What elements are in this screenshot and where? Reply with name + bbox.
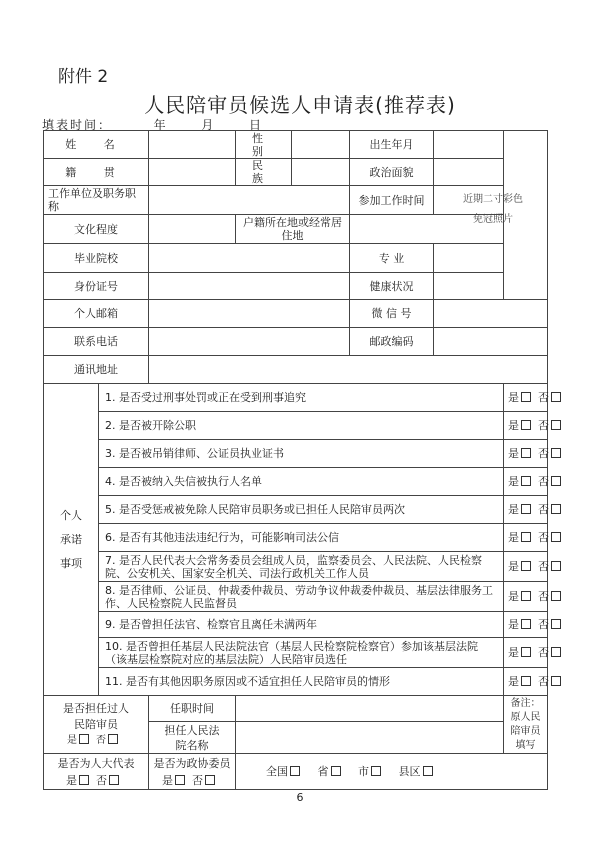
commitment-item-11: 11. 是否有其他因职务原因或不适宜担任人民陪审员的情形 — [99, 668, 504, 696]
phone-label: 联系电话 — [44, 328, 149, 356]
npc-deputy-yn[interactable] — [48, 772, 144, 789]
yn-9[interactable] — [504, 612, 548, 638]
workplace-label: 工作单位及职务职称 — [44, 186, 149, 215]
commitment-item-2: 2. 是否被开除公职 — [99, 412, 504, 440]
no-label: 否 — [538, 531, 549, 544]
education-label: 文化程度 — [44, 215, 149, 244]
cppcc-member-yn[interactable] — [153, 772, 231, 789]
yn-6[interactable] — [504, 524, 548, 552]
commitment-label — [44, 384, 99, 696]
yes-checkbox[interactable] — [79, 775, 89, 785]
yes-checkbox[interactable] — [521, 591, 531, 601]
native-place-label: 籍 贯 — [44, 159, 149, 186]
education-input[interactable] — [149, 215, 236, 244]
no-label: 否 — [538, 646, 549, 659]
form-title: 人民陪审员候选人申请表(推荐表) — [144, 93, 456, 117]
political-label: 政治面貌 — [350, 159, 434, 186]
no-label: 否 — [538, 391, 549, 404]
level-county-checkbox[interactable] — [423, 766, 433, 776]
no-label: 否 — [538, 618, 549, 631]
no-checkbox[interactable] — [108, 734, 118, 744]
no-label: 否 — [538, 560, 549, 573]
wechat-label: 微 信 号 — [350, 300, 434, 328]
no-checkbox[interactable] — [551, 448, 561, 458]
yn-8[interactable] — [504, 582, 548, 612]
level-county-label: 县区 — [398, 765, 421, 778]
email-input[interactable] — [149, 300, 350, 328]
id-card-input[interactable] — [149, 273, 350, 300]
birth-input[interactable] — [434, 131, 504, 159]
name-label: 姓 名 — [44, 131, 149, 159]
yn-4[interactable] — [504, 468, 548, 496]
no-checkbox[interactable] — [551, 561, 561, 571]
cppcc-member-label: 是否为政协委员 — [153, 756, 231, 770]
page-number: 6 — [296, 791, 304, 804]
fill-time-year: 年 — [153, 118, 168, 132]
no-label: 否 — [96, 773, 107, 787]
yes-label: 是 — [508, 391, 519, 404]
served-before-cell — [44, 696, 149, 754]
commitment-item-6: 6. 是否有其他违法违纪行为，可能影响司法公信 — [99, 524, 504, 552]
native-place-input[interactable] — [149, 159, 236, 186]
level-options[interactable] — [236, 754, 548, 790]
no-checkbox[interactable] — [551, 591, 561, 601]
no-checkbox[interactable] — [551, 676, 561, 686]
major-label: 专 业 — [350, 244, 434, 273]
yes-label: 是 — [508, 560, 519, 573]
yn-10[interactable] — [504, 638, 548, 668]
photo-caption-line2: 免冠照片 — [473, 214, 513, 225]
commitment-label-2: 承诺 — [60, 532, 82, 546]
level-national-checkbox[interactable] — [290, 766, 300, 776]
yes-label: 是 — [162, 773, 173, 787]
phone-input[interactable] — [149, 328, 350, 356]
level-province-checkbox[interactable] — [331, 766, 341, 776]
level-national-label: 全国 — [266, 765, 288, 778]
court-name-label: 担任人民法院名称 — [149, 722, 236, 754]
served-before-yn[interactable] — [48, 733, 144, 749]
yes-label: 是 — [508, 590, 519, 603]
yes-checkbox[interactable] — [521, 561, 531, 571]
yes-label: 是 — [508, 675, 519, 688]
health-label: 健康状况 — [350, 273, 434, 300]
yes-checkbox[interactable] — [79, 734, 89, 744]
gender-label: 性 别 — [236, 131, 292, 159]
no-checkbox[interactable] — [551, 504, 561, 514]
no-checkbox[interactable] — [551, 647, 561, 657]
no-checkbox[interactable] — [551, 532, 561, 542]
court-name-input[interactable] — [236, 722, 504, 754]
yes-checkbox[interactable] — [521, 676, 531, 686]
political-input[interactable] — [434, 159, 504, 186]
yn-1[interactable] — [504, 384, 548, 412]
commitment-item-5: 5. 是否受惩戒被免除人民陪审员职务或已担任人民陪审员两次 — [99, 496, 504, 524]
major-input[interactable] — [434, 244, 504, 273]
photo-caption-line1: 近期二寸彩色 — [463, 194, 523, 205]
npc-deputy-label: 是否为人大代表 — [57, 756, 135, 770]
yes-checkbox[interactable] — [175, 775, 185, 785]
yes-label: 是 — [508, 531, 519, 544]
yes-label: 是 — [508, 475, 519, 488]
yn-2[interactable] — [504, 412, 548, 440]
commitment-item-1: 1. 是否受过刑事处罚或正在受到刑事追究 — [99, 384, 504, 412]
commitment-label-3: 事项 — [60, 556, 82, 570]
yes-checkbox[interactable] — [521, 476, 531, 486]
yn-11[interactable] — [504, 668, 548, 696]
no-label: 否 — [192, 773, 203, 787]
yes-label: 是 — [67, 734, 77, 746]
postcode-input[interactable] — [434, 328, 548, 356]
yes-label: 是 — [508, 618, 519, 631]
no-checkbox[interactable] — [551, 420, 561, 430]
cppcc-member-cell — [149, 754, 236, 790]
fill-time-label: 填表时间： — [42, 118, 113, 132]
yn-7[interactable] — [504, 552, 548, 582]
work-start-label: 参加工作时间 — [350, 186, 434, 215]
no-checkbox[interactable] — [551, 619, 561, 629]
yes-checkbox[interactable] — [521, 647, 531, 657]
yes-checkbox[interactable] — [521, 619, 531, 629]
yn-5[interactable] — [504, 496, 548, 524]
no-label: 否 — [538, 675, 549, 688]
yes-label: 是 — [66, 773, 77, 787]
email-label: 个人邮箱 — [44, 300, 149, 328]
yes-label: 是 — [508, 646, 519, 659]
fill-time-day: 日 — [249, 118, 264, 132]
yes-checkbox[interactable] — [521, 504, 531, 514]
household-label: 户籍所在地或经常居住地 — [236, 215, 350, 244]
no-label: 否 — [538, 475, 549, 488]
yes-checkbox[interactable] — [521, 392, 531, 402]
level-city-label: 市 — [358, 765, 369, 778]
school-label: 毕业院校 — [44, 244, 149, 273]
yes-checkbox[interactable] — [521, 532, 531, 542]
commitment-item-9: 9. 是否曾担任法官、检察官且离任未满两年 — [99, 612, 504, 638]
yes-checkbox[interactable] — [521, 420, 531, 430]
commitment-item-10: 10. 是否曾担任基层人民法院法官（基层人民检察院检察官）参加该基层法院（该基层检察院对应的基层法院）人民陪审员选任 — [99, 638, 504, 668]
attachment-label: 附件 2 — [58, 67, 109, 87]
address-label: 通讯地址 — [44, 356, 149, 384]
school-input[interactable] — [149, 244, 350, 273]
no-label: 否 — [538, 503, 549, 516]
id-card-label: 身份证号 — [44, 273, 149, 300]
remark-note: 备注：原人民陪审员填写 — [504, 696, 548, 754]
workplace-input[interactable] — [149, 186, 350, 215]
wechat-input[interactable] — [434, 300, 548, 328]
no-label: 否 — [538, 447, 549, 460]
commitment-item-4: 4. 是否被纳入失信被执行人名单 — [99, 468, 504, 496]
level-city-checkbox[interactable] — [371, 766, 381, 776]
term-time-input[interactable] — [236, 696, 504, 722]
no-label: 否 — [96, 734, 106, 746]
no-label: 否 — [538, 590, 549, 603]
yn-3[interactable] — [504, 440, 548, 468]
yes-checkbox[interactable] — [521, 448, 531, 458]
gender-input[interactable] — [292, 131, 350, 159]
commitment-item-3: 3. 是否被吊销律师、公证员执业证书 — [99, 440, 504, 468]
no-checkbox[interactable] — [551, 392, 561, 402]
name-input[interactable] — [149, 131, 236, 159]
ethnicity-input[interactable] — [292, 159, 350, 186]
photo-caption — [439, 190, 547, 230]
no-checkbox[interactable] — [109, 775, 119, 785]
yes-label: 是 — [508, 447, 519, 460]
fill-time-month: 月 — [201, 118, 216, 132]
ethnicity-label: 民 族 — [236, 159, 292, 186]
postcode-label: 邮政编码 — [350, 328, 434, 356]
no-checkbox[interactable] — [551, 476, 561, 486]
commitment-item-7: 7. 是否人民代表大会常务委员会组成人员，监察委员会、人民法院、人民检察院、公安机关、国家安全机关、司法行政机关工作人员 — [99, 552, 504, 582]
no-label: 否 — [538, 419, 549, 432]
term-time-label: 任职时间 — [149, 696, 236, 722]
yes-label: 是 — [508, 503, 519, 516]
commitment-label-1: 个人 — [60, 508, 82, 522]
birth-label: 出生年月 — [350, 131, 434, 159]
no-checkbox[interactable] — [205, 775, 215, 785]
level-province-label: 省 — [317, 765, 329, 778]
commitment-item-8: 8. 是否律师、公证员、仲裁委仲裁员、劳动争议仲裁委仲裁员、基层法律服务工作、人民检察院人民监督员 — [99, 582, 504, 612]
npc-deputy-cell — [44, 754, 149, 790]
yes-label: 是 — [508, 419, 519, 432]
health-input[interactable] — [434, 273, 504, 300]
served-before-label: 是否担任过人民陪审员 — [63, 701, 129, 731]
address-input[interactable] — [149, 356, 548, 384]
